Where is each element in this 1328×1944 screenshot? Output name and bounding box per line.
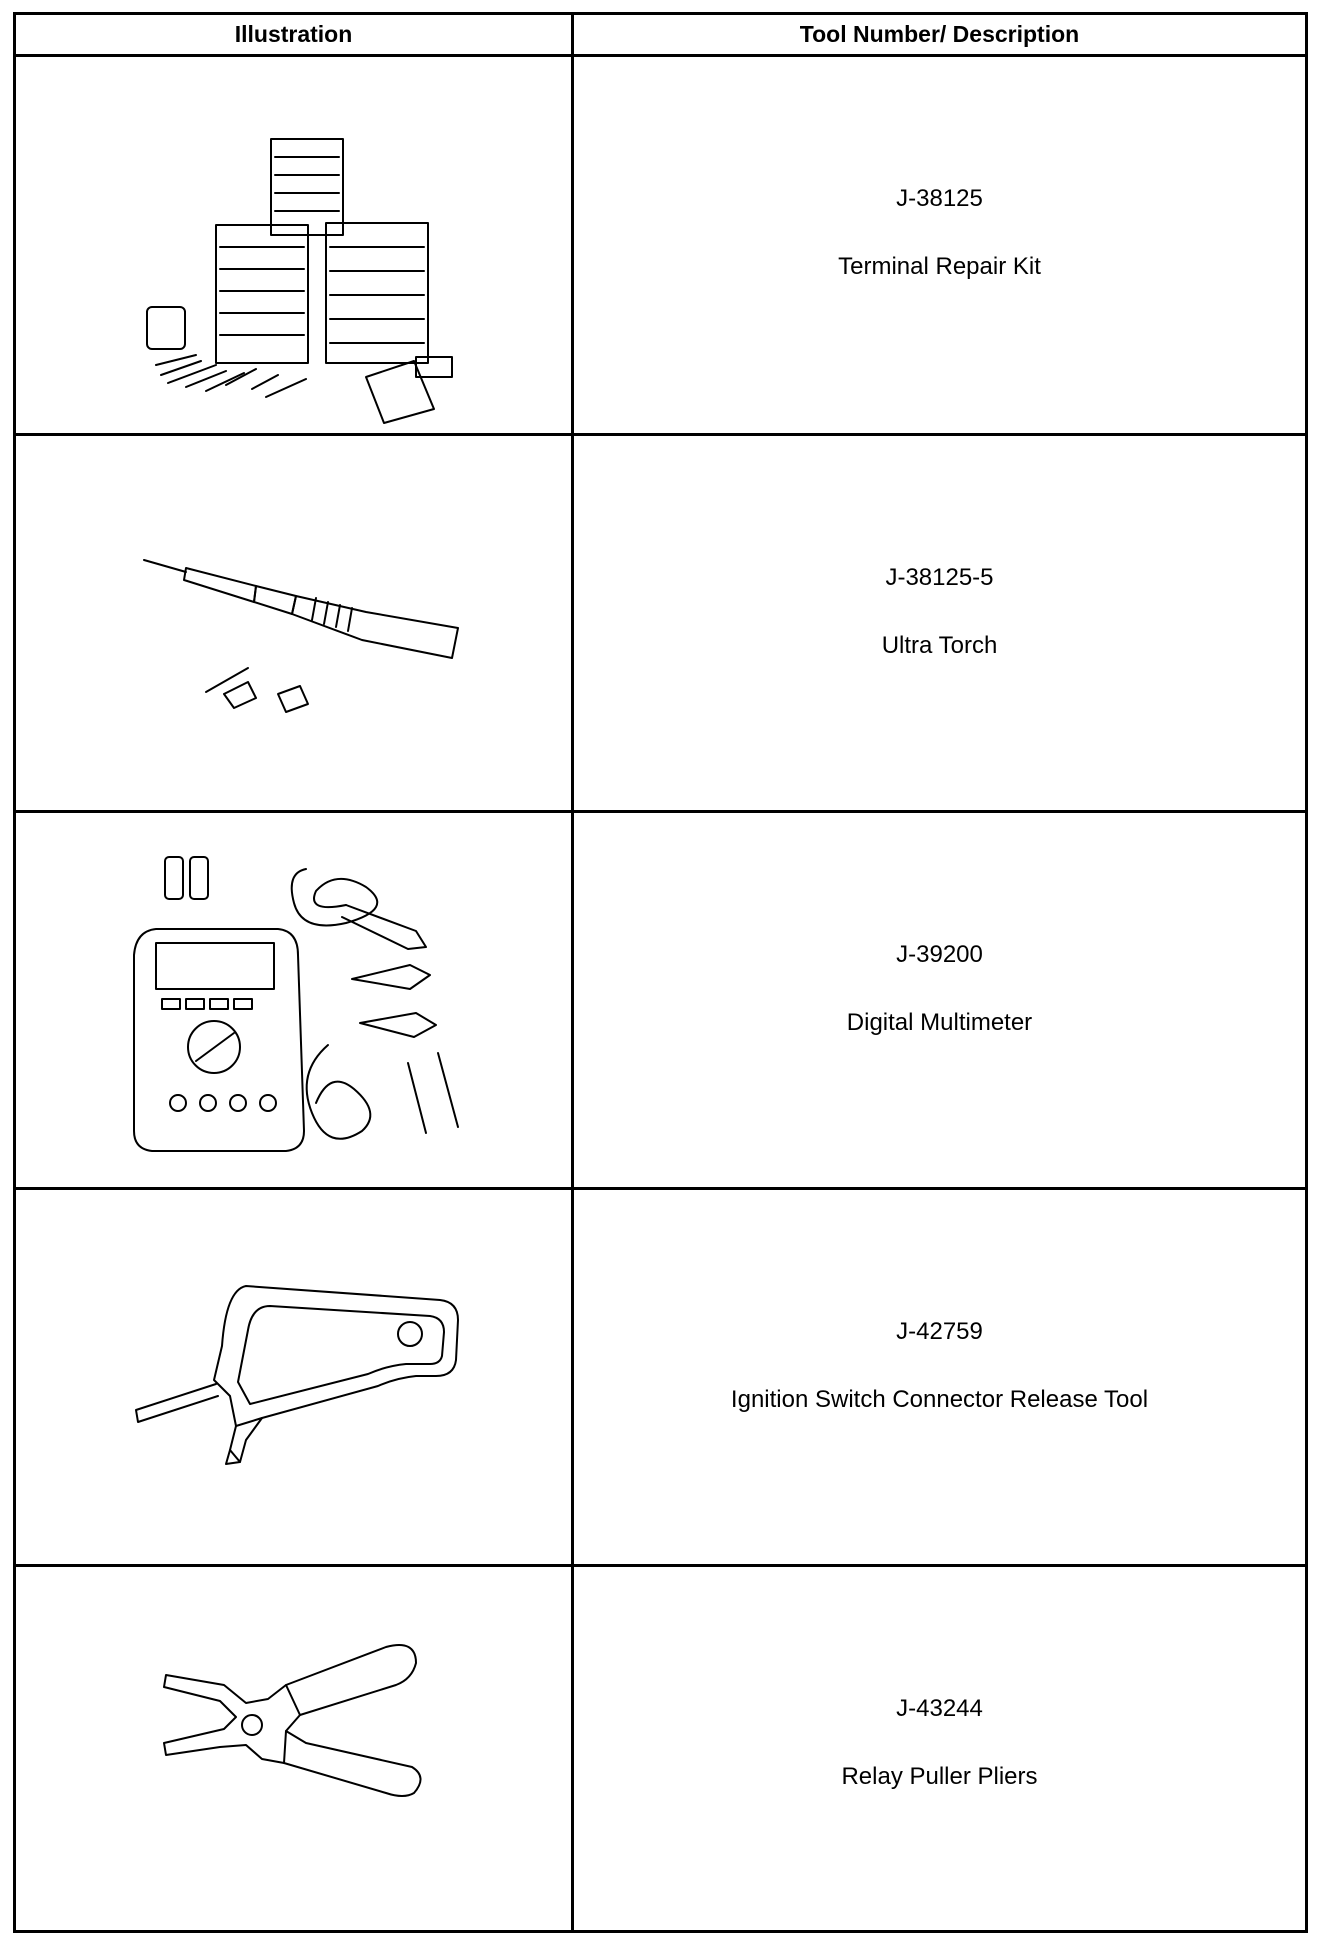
tool-cell — [574, 57, 1305, 433]
table-row — [16, 57, 1305, 433]
tool-description: Ignition Switch Connector Release Tool — [730, 1386, 1149, 1413]
tool-cell — [574, 813, 1305, 1187]
tool-description: Ultra Torch — [881, 632, 998, 659]
table-row — [16, 810, 1305, 1187]
illustration-cell — [16, 813, 574, 1187]
illustration-cell — [16, 1567, 574, 1930]
tool-number: J-42759 — [896, 1318, 983, 1345]
header-illustration: Illustration — [16, 15, 574, 54]
tool-number: J-43244 — [896, 1695, 983, 1722]
tool-cell — [574, 1190, 1305, 1564]
terminal-repair-kit-icon — [16, 57, 571, 433]
special-tools-table — [13, 12, 1308, 1933]
illustration-cell — [16, 57, 574, 433]
tool-description: Terminal Repair Kit — [838, 253, 1041, 280]
ultra-torch-icon — [16, 436, 571, 813]
digital-multimeter-icon — [16, 813, 571, 1190]
table-row — [16, 1187, 1305, 1564]
tool-description: Relay Puller Pliers — [841, 1763, 1038, 1790]
release-tool-icon — [16, 1190, 571, 1567]
table-header — [16, 15, 1305, 57]
illustration-cell — [16, 1190, 574, 1564]
tool-number: J-38125-5 — [885, 564, 994, 591]
tool-number: J-39200 — [896, 941, 983, 968]
tool-cell — [574, 1567, 1305, 1930]
tool-number: J-38125 — [896, 185, 983, 212]
tool-cell — [574, 436, 1305, 810]
relay-puller-pliers-icon — [16, 1567, 571, 1933]
table-row — [16, 1564, 1305, 1930]
table-row — [16, 433, 1305, 810]
tool-description: Digital Multimeter — [846, 1009, 1033, 1036]
header-tool-description: Tool Number/ Description — [799, 21, 1080, 47]
illustration-cell — [16, 436, 574, 810]
